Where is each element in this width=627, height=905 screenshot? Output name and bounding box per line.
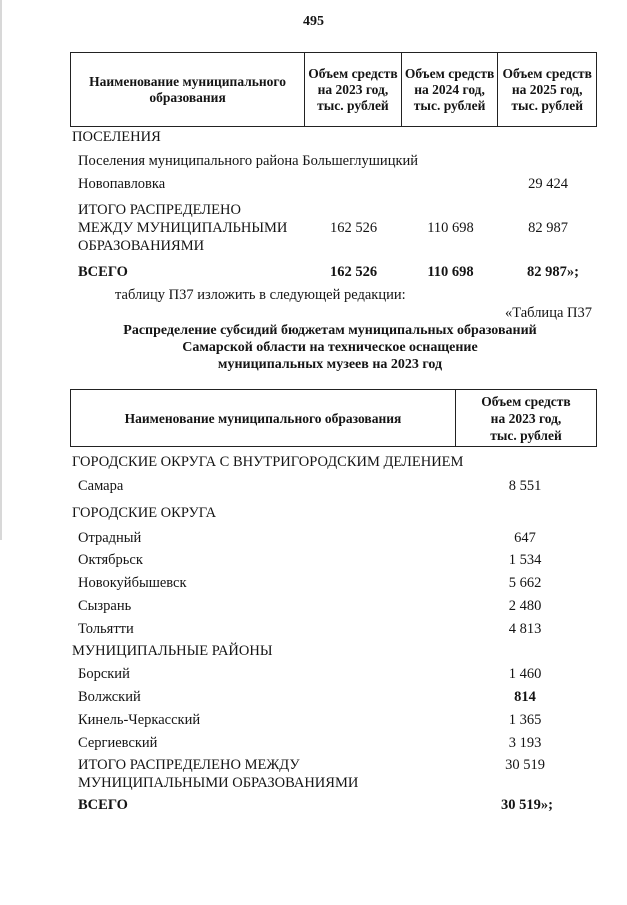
row-value: 2 480 [508, 598, 542, 614]
page-number: 495 [303, 14, 324, 29]
row-value: 1 534 [508, 552, 542, 568]
row-value-2024: 110 698 [427, 264, 474, 280]
row-value: 8 551 [508, 478, 542, 494]
row-value: 30 519 [505, 757, 545, 773]
row-value-2023: 162 526 [329, 220, 378, 236]
table2-title [60, 322, 600, 373]
row-name-line: ОБРАЗОВАНИЯМИ [78, 238, 205, 254]
row-name: ВСЕГО [78, 264, 128, 280]
title-line: Распределение субсидий бюджетам муниципальных образований [123, 323, 537, 338]
row-name: ВСЕГО [78, 797, 128, 813]
row-name: Волжский [78, 689, 141, 705]
row-value-2024: 110 698 [427, 220, 474, 236]
row-value: 5 662 [508, 575, 542, 591]
row-name-line: ИТОГО РАСПРЕДЕЛЕНО [78, 202, 241, 218]
row-name-line: ИТОГО РАСПРЕДЕЛЕНО МЕЖДУ [78, 757, 300, 773]
row-value: 814 [514, 689, 536, 705]
row-name: ПОСЕЛЕНИЯ [72, 129, 161, 145]
row-value-2025: 82 987»; [527, 264, 579, 280]
row-value-2025: 29 424 [528, 176, 568, 192]
table1-header-2024: Объем средств на 2024 год, тыс. рублей [402, 53, 499, 126]
instruction-text: таблицу П37 изложить в следующей редакции: [115, 287, 406, 303]
row-name: Самара [78, 478, 124, 494]
table2-header-name: Наименование муниципального образования [71, 390, 456, 446]
table1-header-2023: Объем средств на 2023 год, тыс. рублей [305, 53, 402, 126]
row-value-2025: 82 987 [528, 220, 568, 236]
row-name: Сызрань [78, 598, 132, 614]
row-name: Новокуйбышевск [78, 575, 187, 591]
row-name: Отрадный [78, 530, 142, 546]
scan-edge-line [0, 0, 2, 540]
table1-header [70, 52, 597, 127]
row-value: 3 193 [508, 735, 542, 751]
row-name: ГОРОДСКИЕ ОКРУГА [72, 505, 217, 521]
row-value: 30 519»; [501, 797, 553, 813]
header-line: тыс. рублей [490, 427, 562, 443]
row-value: 647 [514, 530, 536, 546]
row-value-2023: 162 526 [329, 264, 378, 280]
header-line: на 2023 год, [490, 410, 562, 426]
row-value: 1 460 [508, 666, 542, 682]
row-name: Поселения муниципального района Большеглушицкий [78, 153, 419, 169]
table2-header-value [456, 390, 596, 446]
table1-header-name: Наименование муниципального образования [71, 53, 305, 126]
header-line: Объем средств [481, 393, 571, 409]
table1-header-2025: Объем средств на 2025 год, тыс. рублей [502, 65, 592, 113]
row-name: Сергиевский [78, 735, 158, 751]
row-name-line: МУНИЦИПАЛЬНЫМИ ОБРАЗОВАНИЯМИ [78, 775, 359, 791]
row-name: Октябрьск [78, 552, 143, 568]
row-name: ГОРОДСКИЕ ОКРУГА С ВНУТРИГОРОДСКИМ ДЕЛЕНИЕМ [72, 454, 464, 470]
row-value: 1 365 [508, 712, 542, 728]
row-name: Кинель-Черкасский [78, 712, 201, 728]
row-name: Новопавловка [78, 176, 166, 192]
row-name: Тольятти [78, 621, 134, 637]
table-reference: «Таблица П37 [505, 305, 592, 321]
table2-header [70, 389, 597, 447]
row-name-line: МЕЖДУ МУНИЦИПАЛЬНЫМИ [78, 220, 288, 236]
row-name: МУНИЦИПАЛЬНЫЕ РАЙОНЫ [72, 643, 273, 659]
row-name: Борский [78, 666, 130, 682]
title-line: Самарской области на техническое оснащение [182, 340, 478, 355]
title-line: муниципальных музеев на 2023 год [217, 357, 443, 372]
row-value: 4 813 [508, 621, 542, 637]
